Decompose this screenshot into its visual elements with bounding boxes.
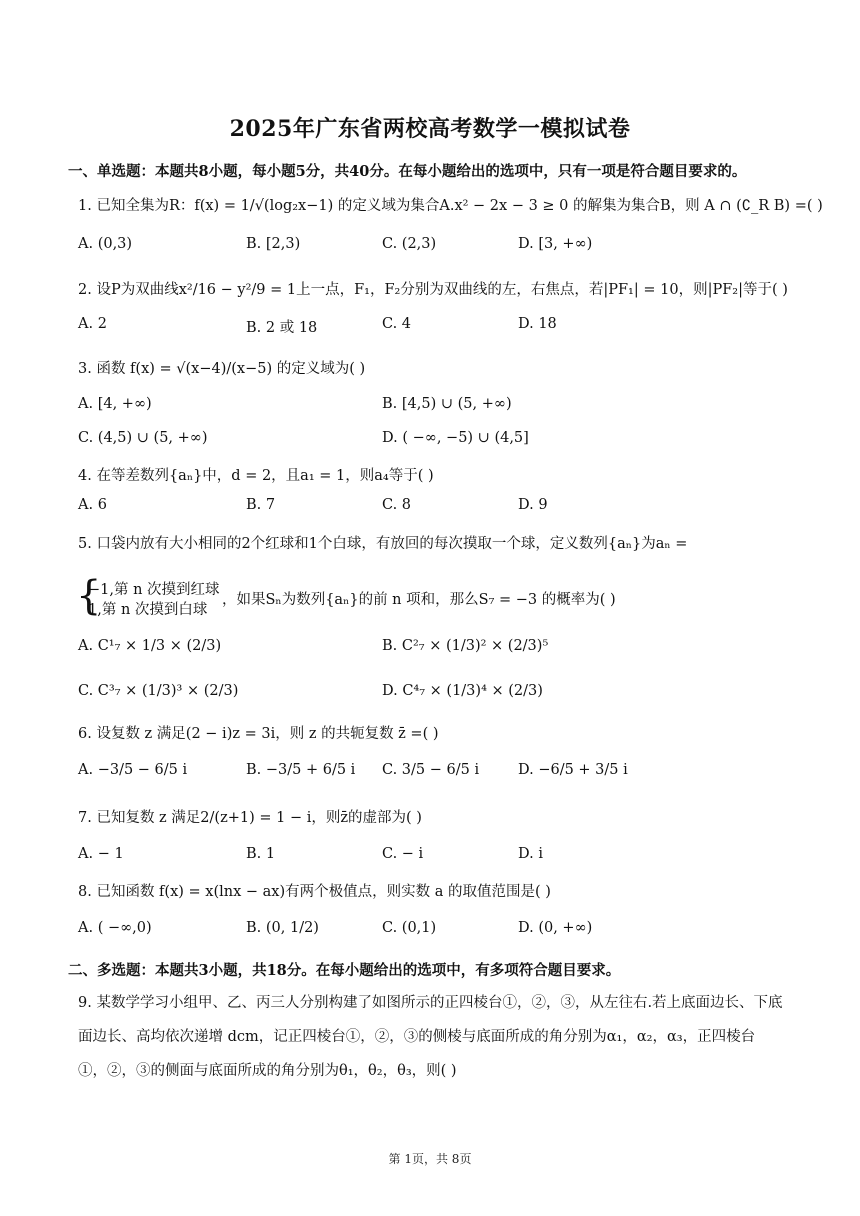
piecewise-definition: [76, 573, 220, 620]
q8-option-c: C. (0,1): [382, 920, 437, 936]
q6-option-c: C. 3/5 − 6/5 i: [382, 762, 480, 778]
q3-option-d: D. ( −∞, −5) ∪ (4,5]: [382, 430, 529, 446]
q4-option-d: D. 9: [518, 497, 548, 513]
section-heading-single-choice: 一、单选题：本题共8小题，每小题5分，共40分。在每小题给出的选项中，只有一项是符合题目要求的。: [68, 163, 747, 180]
q2-option-a: A. 2: [78, 316, 107, 332]
q3-option-c: C. (4,5) ∪ (5, +∞): [78, 430, 208, 446]
q5-option-a: A. C¹₇ × 1/3 × (2/3): [78, 638, 222, 654]
q1-option-b: B. [2,3): [246, 236, 301, 252]
q7-option-d: D. i: [518, 846, 543, 862]
page-title: 2025年广东省两校高考数学一模拟试卷: [229, 116, 631, 142]
q3-option-a: A. [4, +∞): [78, 396, 152, 412]
q8-option-d: D. (0, +∞): [518, 920, 593, 936]
question-1-stem: 1. 已知全集为R：f(x) = 1/√(log₂x−1) 的定义域为集合A.x² − 2x − 3 ≥ 0 的解集为集合B，则 A ∩ (∁_R B) =( ): [78, 198, 823, 214]
q1-option-d: D. [3, +∞): [518, 236, 593, 252]
q6-option-d: D. −6/5 + 3/5 i: [518, 762, 628, 778]
page-footer: 第 1页，共 8页: [388, 1152, 472, 1166]
question-4-stem: 4. 在等差数列{aₙ}中，d = 2，且a₁ = 1，则a₄等于( ): [78, 468, 434, 484]
q1-option-c: C. (2,3): [382, 236, 437, 252]
q6-option-b: B. −3/5 + 6/5 i: [246, 762, 356, 778]
question-2-stem: 2. 设P为双曲线x²/16 − y²/9 = 1上一点，F₁，F₂分别为双曲线的左，右焦点，若|PF₁| = 10，则|PF₂|等于( ): [78, 282, 788, 298]
question-3-stem: 3. 函数 f(x) = √(x−4)/(x−5) 的定义域为( ): [78, 361, 366, 377]
q2-option-b: B. 2 或 18: [246, 320, 318, 336]
left-brace: {: [76, 573, 102, 619]
q7-option-b: B. 1: [246, 846, 276, 862]
q5-option-d: D. C⁴₇ × (1/3)⁴ × (2/3): [382, 683, 543, 699]
q4-option-a: A. 6: [78, 497, 107, 513]
piecewise-case-1: −1,第 n 次摸到红球: [88, 582, 220, 598]
question-5-tail: ，如果Sₙ为数列{aₙ}的前 n 项和，那么S₇ = −3 的概率为( ): [222, 592, 616, 608]
q4-option-c: C. 8: [382, 497, 412, 513]
q5-option-c: C. C³₇ × (1/3)³ × (2/3): [78, 683, 239, 699]
q8-option-b: B. (0, 1/2): [246, 920, 319, 936]
q6-option-a: A. −3/5 − 6/5 i: [78, 762, 188, 778]
q4-option-b: B. 7: [246, 497, 276, 513]
question-8-stem: 8. 已知函数 f(x) = x(lnx − ax)有两个极值点，则实数 a 的取值范围是( ): [78, 884, 551, 900]
question-5-stem: 5. 口袋内放有大小相同的2个红球和1个白球，有放回的每次摸取一个球，定义数列{aₙ}为aₙ =: [78, 536, 688, 552]
q8-option-a: A. ( −∞,0): [78, 920, 152, 936]
q7-option-c: C. − i: [382, 846, 424, 862]
section-heading-multiple-choice: 二、多选题：本题共3小题，共18分。在每小题给出的选项中，有多项符合题目要求。: [68, 962, 621, 979]
q2-option-d: D. 18: [518, 316, 557, 332]
q7-option-a: A. − 1: [78, 846, 124, 862]
piecewise-case-2: 1,第 n 次摸到白球: [88, 602, 208, 618]
question-6-stem: 6. 设复数 z 满足(2 − i)z = 3i，则 z 的共轭复数 z̄ =( ): [78, 726, 439, 742]
question-9-stem: 9. 某数学学习小组甲、乙、丙三人分别构建了如图所示的正四棱台①，②，③，从左往右.若上底面边长、下底面边长、高均依次递增 dcm，记正四棱台①，②，③的侧棱与底面所成的角分别为α₁，α₂，α₃，正四棱台①，②，③的侧面与底面所成的角分别为θ₁，θ₂，θ₃，则( ): [78, 995, 783, 1079]
q5-option-b: B. C²₇ × (1/3)² × (2/3)⁵: [382, 638, 549, 654]
q1-option-a: A. (0,3): [78, 236, 133, 252]
q2-option-c: C. 4: [382, 316, 412, 332]
question-7-stem: 7. 已知复数 z 满足2/(z+1) = 1 − i，则z̄的虚部为( ): [78, 810, 422, 826]
q3-option-b: B. [4,5) ∪ (5, +∞): [382, 396, 512, 412]
